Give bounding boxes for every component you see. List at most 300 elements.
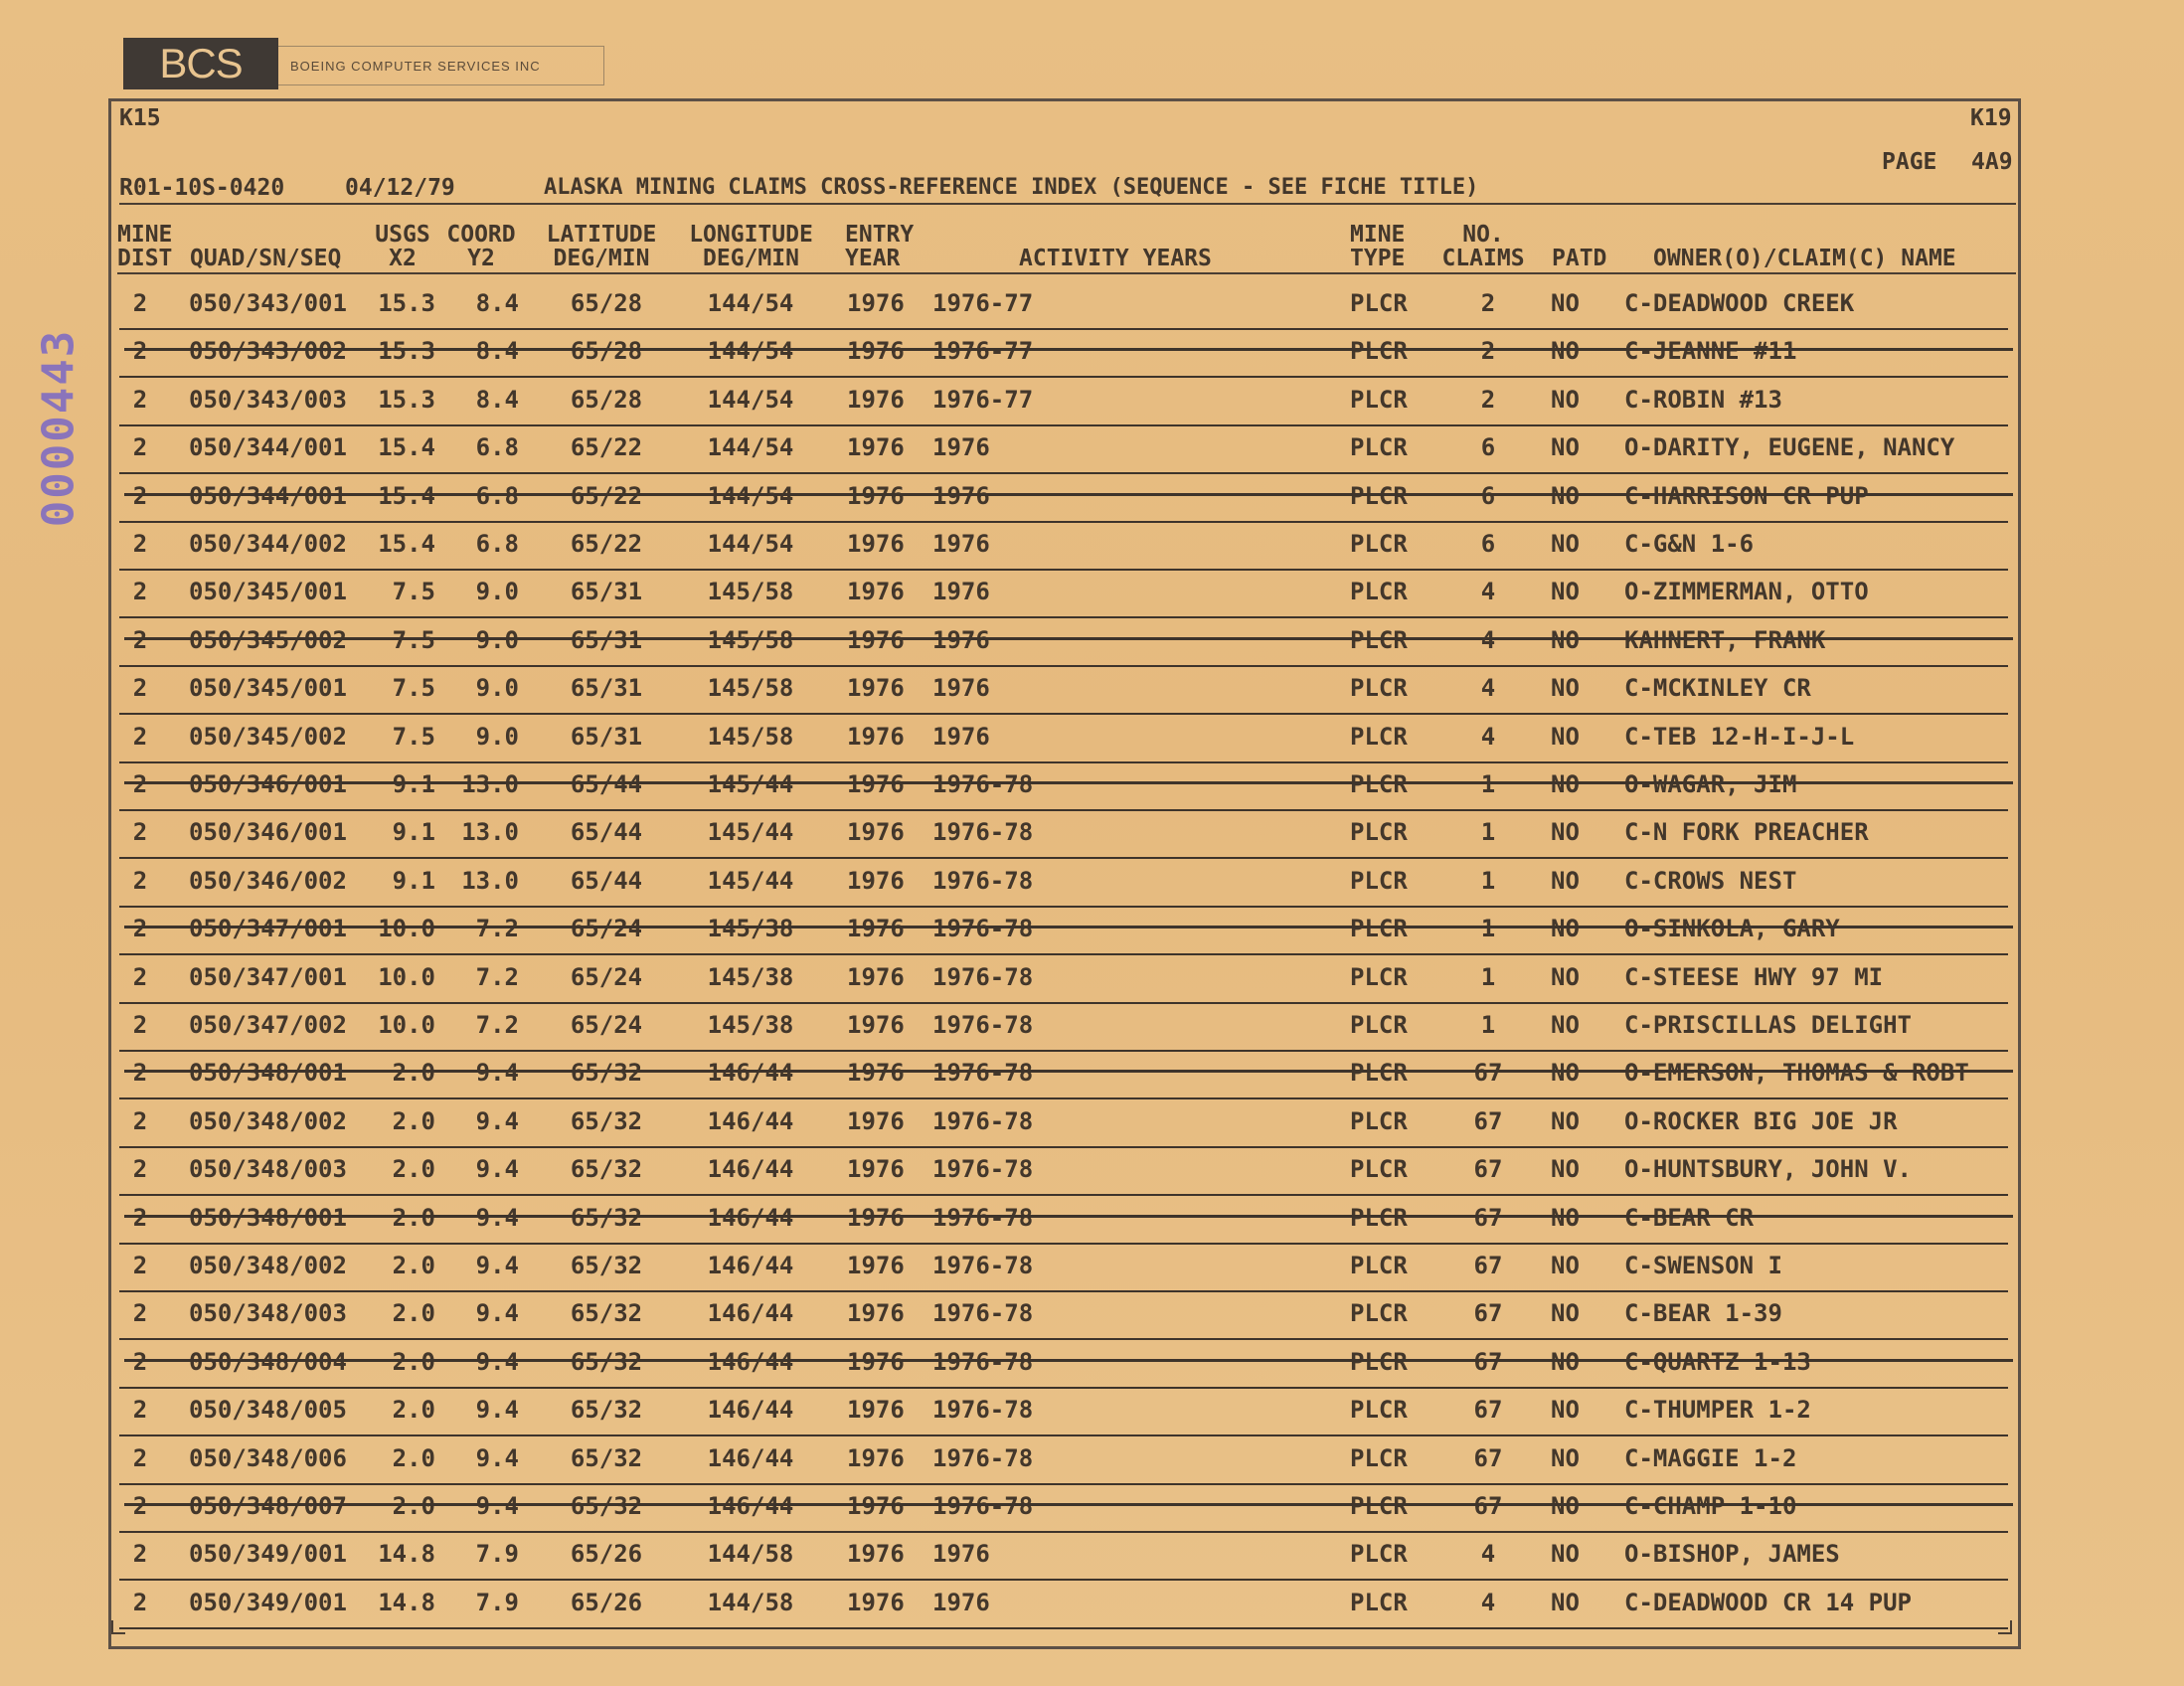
cell-lat: 65/22 [570, 530, 643, 558]
cell-dist: 2 [132, 818, 148, 847]
cell-activity: 1976-78 [932, 1347, 1034, 1376]
cell-lon: 146/44 [707, 1299, 794, 1328]
cell-patd: NO [1551, 1588, 1580, 1616]
cell-entry: 1976 [847, 1396, 905, 1425]
cell-quad: 050/348/002 [189, 1252, 347, 1279]
cell-x2: 15.4 [378, 530, 435, 558]
header-claims: NO. CLAIMS [1441, 222, 1525, 271]
report-title: ALASKA MINING CLAIMS CROSS-REFERENCE INDEX (SEQUENCE - SEE FICHE TITLE) [544, 175, 1479, 200]
cell-lon: 145/44 [707, 866, 794, 895]
cell-lon: 145/38 [707, 1011, 794, 1039]
cell-lon: 144/54 [707, 337, 794, 366]
cell-x2: 7.5 [392, 722, 435, 751]
cell-name: C-TEB 12-H-I-J-L [1624, 722, 1855, 751]
cell-claims: 1 [1480, 866, 1496, 895]
cell-activity: 1976-78 [932, 1252, 1034, 1279]
cell-y2: 7.2 [475, 962, 519, 991]
cell-quad: 050/343/003 [189, 385, 347, 414]
row-rule [119, 1531, 2008, 1533]
cell-lat: 65/22 [570, 433, 643, 462]
cell-lon: 145/44 [707, 818, 794, 847]
cell-entry: 1976 [847, 1492, 905, 1520]
table-row [0, 625, 2184, 673]
title-rule [119, 203, 2016, 205]
cell-patd: NO [1551, 1347, 1580, 1376]
cell-lat: 65/31 [570, 625, 643, 654]
cell-claims: 1 [1480, 962, 1496, 991]
row-rule [119, 569, 2008, 571]
cell-entry: 1976 [847, 1299, 905, 1328]
cell-type: PLCR [1350, 625, 1408, 654]
cell-quad: 050/348/004 [189, 1347, 347, 1376]
cell-entry: 1976 [847, 962, 905, 991]
cell-type: PLCR [1350, 289, 1408, 317]
cell-type: PLCR [1350, 1252, 1408, 1279]
cell-y2: 9.4 [475, 1299, 519, 1328]
cell-claims: 67 [1473, 1347, 1503, 1376]
cell-y2: 9.4 [475, 1203, 519, 1232]
row-rule [119, 1434, 2008, 1436]
cell-quad: 050/343/001 [189, 289, 347, 317]
cell-activity: 1976-77 [932, 289, 1034, 317]
cell-activity: 1976-78 [932, 1155, 1034, 1184]
cell-lon: 144/54 [707, 289, 794, 317]
row-rule [119, 713, 2008, 715]
header-coord: COORD Y2 [446, 222, 516, 271]
cell-claims: 67 [1473, 1396, 1503, 1425]
cell-lon: 145/44 [707, 770, 794, 798]
cell-claims: 1 [1480, 770, 1496, 798]
cell-patd: NO [1551, 722, 1580, 751]
cell-patd: NO [1551, 289, 1580, 317]
cell-claims: 67 [1473, 1492, 1503, 1520]
cell-claims: 4 [1480, 1588, 1496, 1616]
cell-y2: 7.2 [475, 915, 519, 943]
cell-claims: 4 [1480, 722, 1496, 751]
table-row [0, 1058, 2184, 1105]
cell-dist: 2 [132, 385, 148, 414]
cell-claims: 67 [1473, 1443, 1503, 1472]
header-activity: ACTIVITY YEARS [1019, 246, 1212, 271]
row-rule [119, 1387, 2008, 1389]
table-row [0, 432, 2184, 480]
cell-dist: 2 [132, 1588, 148, 1616]
cell-dist: 2 [132, 722, 148, 751]
strike-through-line [124, 926, 2013, 928]
cell-lon: 146/44 [707, 1106, 794, 1135]
cell-entry: 1976 [847, 578, 905, 606]
cell-patd: NO [1551, 770, 1580, 798]
cell-name: C-BEAR CR [1624, 1203, 1755, 1232]
cell-quad: 050/346/001 [189, 818, 347, 847]
cell-dist: 2 [132, 1396, 148, 1425]
cell-quad: 050/347/002 [189, 1011, 347, 1039]
cell-entry: 1976 [847, 674, 905, 703]
cell-lat: 65/31 [570, 578, 643, 606]
report-date: 04/12/79 [345, 175, 455, 201]
cell-y2: 9.4 [475, 1396, 519, 1425]
row-rule [119, 1338, 2008, 1340]
cell-entry: 1976 [847, 481, 905, 510]
cell-quad: 050/349/001 [189, 1588, 347, 1616]
row-rule [119, 376, 2008, 378]
cell-quad: 050/345/001 [189, 578, 347, 606]
table-row [0, 1010, 2184, 1058]
header-entry-year: ENTRY YEAR [845, 222, 915, 271]
cell-claims: 67 [1473, 1106, 1503, 1135]
cell-patd: NO [1551, 1011, 1580, 1039]
cell-x2: 7.5 [392, 674, 435, 703]
table-row [0, 866, 2184, 914]
table-row [0, 673, 2184, 721]
cell-type: PLCR [1350, 1299, 1408, 1328]
cell-x2: 15.4 [378, 433, 435, 462]
cell-type: PLCR [1350, 1106, 1408, 1135]
cell-lon: 146/44 [707, 1492, 794, 1520]
cell-patd: NO [1551, 818, 1580, 847]
cell-patd: NO [1551, 1443, 1580, 1472]
cell-dist: 2 [132, 1106, 148, 1135]
cell-lat: 65/28 [570, 289, 643, 317]
cell-y2: 6.8 [475, 433, 519, 462]
cell-activity: 1976 [932, 481, 990, 510]
cell-x2: 9.1 [392, 770, 435, 798]
cell-y2: 8.4 [475, 337, 519, 366]
cell-activity: 1976 [932, 1588, 990, 1616]
cell-lon: 144/54 [707, 385, 794, 414]
corner-mark-right [1998, 1620, 2012, 1634]
table-row [0, 288, 2184, 336]
header-owner: OWNER(O)/CLAIM(C) NAME [1653, 246, 1956, 271]
cell-x2: 14.8 [378, 1540, 435, 1569]
cell-name: C-JEANNE #11 [1624, 337, 1797, 366]
cell-name: O-HUNTSBURY, JOHN V. [1624, 1155, 1912, 1184]
cell-y2: 6.8 [475, 530, 519, 558]
cell-y2: 9.4 [475, 1347, 519, 1376]
cell-name: C-G&N 1-6 [1624, 530, 1755, 558]
cell-type: PLCR [1350, 1396, 1408, 1425]
row-rule [119, 472, 2008, 474]
cell-lat: 65/44 [570, 770, 643, 798]
cell-lat: 65/26 [570, 1588, 643, 1616]
cell-entry: 1976 [847, 289, 905, 317]
table-row [0, 481, 2184, 529]
cell-entry: 1976 [847, 1540, 905, 1569]
cell-dist: 2 [132, 1252, 148, 1279]
cell-name: O-WAGAR, JIM [1624, 770, 1797, 798]
row-rule [119, 1579, 2008, 1581]
cell-type: PLCR [1350, 674, 1408, 703]
cell-claims: 67 [1473, 1203, 1503, 1232]
company-name: BOEING COMPUTER SERVICES INC [278, 46, 604, 85]
cell-dist: 2 [132, 337, 148, 366]
cell-type: PLCR [1350, 1347, 1408, 1376]
cell-x2: 2.0 [392, 1443, 435, 1472]
row-rule [119, 328, 2008, 330]
cell-lon: 146/44 [707, 1203, 794, 1232]
cell-type: PLCR [1350, 1540, 1408, 1569]
row-rule [119, 1290, 2008, 1292]
cell-quad: 050/345/002 [189, 722, 347, 751]
cell-quad: 050/346/002 [189, 866, 347, 895]
cell-activity: 1976-78 [932, 1299, 1034, 1328]
cell-entry: 1976 [847, 915, 905, 943]
cell-lat: 65/26 [570, 1540, 643, 1569]
cell-lon: 145/58 [707, 674, 794, 703]
cell-claims: 1 [1480, 1011, 1496, 1039]
strike-through-line [124, 1070, 2013, 1073]
cell-entry: 1976 [847, 1347, 905, 1376]
cell-patd: NO [1551, 578, 1580, 606]
cell-dist: 2 [132, 289, 148, 317]
cell-patd: NO [1551, 674, 1580, 703]
cell-patd: NO [1551, 481, 1580, 510]
logo-badge: BCS [123, 38, 278, 89]
cell-y2: 9.4 [475, 1252, 519, 1279]
header-quad: QUAD/SN/SEQ [190, 246, 342, 271]
cell-y2: 9.4 [475, 1106, 519, 1135]
cell-dist: 2 [132, 1011, 148, 1039]
cell-dist: 2 [132, 530, 148, 558]
cell-type: PLCR [1350, 1492, 1408, 1520]
cell-patd: NO [1551, 385, 1580, 414]
table-row [0, 577, 2184, 624]
row-rule [119, 761, 2008, 763]
cell-x2: 2.0 [392, 1347, 435, 1376]
cell-patd: NO [1551, 1299, 1580, 1328]
cell-lat: 65/28 [570, 385, 643, 414]
header-latitude: LATITUDE DEG/MIN [546, 222, 657, 271]
strike-through-line [124, 1215, 2013, 1218]
cell-x2: 2.0 [392, 1252, 435, 1279]
cell-type: PLCR [1350, 722, 1408, 751]
cell-lat: 65/24 [570, 962, 643, 991]
cell-name: C-BEAR 1-39 [1624, 1299, 1782, 1328]
cell-entry: 1976 [847, 1203, 905, 1232]
cell-y2: 7.9 [475, 1540, 519, 1569]
cell-lat: 65/32 [570, 1299, 643, 1328]
cell-y2: 6.8 [475, 481, 519, 510]
cell-name: C-DEADWOOD CR 14 PUP [1624, 1588, 1912, 1616]
cell-claims: 2 [1480, 337, 1496, 366]
cell-name: C-DEADWOOD CREEK [1624, 289, 1855, 317]
cell-dist: 2 [132, 1299, 148, 1328]
cell-activity: 1976 [932, 1540, 990, 1569]
cell-lon: 146/44 [707, 1396, 794, 1425]
cell-y2: 9.4 [475, 1155, 519, 1184]
cell-quad: 050/348/006 [189, 1443, 347, 1472]
cell-lon: 146/44 [707, 1347, 794, 1376]
cell-patd: NO [1551, 1155, 1580, 1184]
table-row [0, 962, 2184, 1010]
cell-patd: NO [1551, 337, 1580, 366]
cell-dist: 2 [132, 1059, 148, 1088]
cell-activity: 1976-78 [932, 866, 1034, 895]
cell-lon: 145/38 [707, 962, 794, 991]
cell-quad: 050/345/002 [189, 625, 347, 654]
cell-lat: 65/44 [570, 818, 643, 847]
cell-claims: 6 [1480, 433, 1496, 462]
cell-claims: 1 [1480, 915, 1496, 943]
strike-through-line [124, 781, 2013, 784]
cell-lat: 65/32 [570, 1492, 643, 1520]
cell-x2: 10.0 [378, 915, 435, 943]
cell-dist: 2 [132, 674, 148, 703]
table-row [0, 529, 2184, 577]
cell-quad: 050/344/001 [189, 481, 347, 510]
cell-x2: 14.8 [378, 1588, 435, 1616]
cell-entry: 1976 [847, 818, 905, 847]
cell-name: O-BISHOP, JAMES [1624, 1540, 1840, 1569]
cell-y2: 9.0 [475, 674, 519, 703]
cell-dist: 2 [132, 1540, 148, 1569]
cell-patd: NO [1551, 530, 1580, 558]
row-rule [119, 521, 2008, 523]
row-rule [119, 809, 2008, 811]
cell-claims: 2 [1480, 385, 1496, 414]
cell-entry: 1976 [847, 433, 905, 462]
page-label: PAGE [1882, 149, 1937, 175]
cell-dist: 2 [132, 915, 148, 943]
corner-mark-left [111, 1620, 125, 1634]
cell-patd: NO [1551, 1059, 1580, 1088]
cell-lon: 146/44 [707, 1443, 794, 1472]
cell-lat: 65/32 [570, 1106, 643, 1135]
cell-lon: 144/54 [707, 530, 794, 558]
cell-lon: 144/54 [707, 481, 794, 510]
cell-y2: 13.0 [461, 866, 519, 895]
cell-activity: 1976 [932, 433, 990, 462]
cell-name: C-CHAMP 1-10 [1624, 1492, 1797, 1520]
cell-x2: 2.0 [392, 1155, 435, 1184]
cell-entry: 1976 [847, 866, 905, 895]
cell-type: PLCR [1350, 818, 1408, 847]
table-row [0, 1106, 2184, 1154]
row-rule [119, 616, 2008, 618]
cell-quad: 050/344/002 [189, 530, 347, 558]
cell-x2: 15.3 [378, 289, 435, 317]
cell-lon: 146/44 [707, 1252, 794, 1279]
cell-y2: 9.0 [475, 578, 519, 606]
cell-x2: 2.0 [392, 1396, 435, 1425]
cell-x2: 2.0 [392, 1059, 435, 1088]
cell-lon: 145/38 [707, 915, 794, 943]
cell-name: C-QUARTZ 1-13 [1624, 1347, 1811, 1376]
header-rule [117, 272, 2016, 274]
cell-type: PLCR [1350, 915, 1408, 943]
cell-activity: 1976-78 [932, 1492, 1034, 1520]
cell-name: C-N FORK PREACHER [1624, 818, 1869, 847]
cell-y2: 8.4 [475, 289, 519, 317]
row-rule [119, 1146, 2008, 1148]
cell-activity: 1976 [932, 722, 990, 751]
cell-lon: 145/58 [707, 625, 794, 654]
bcs-logo [123, 38, 606, 89]
cell-patd: NO [1551, 1492, 1580, 1520]
cell-claims: 2 [1480, 289, 1496, 317]
cell-y2: 9.0 [475, 625, 519, 654]
cell-type: PLCR [1350, 866, 1408, 895]
cell-lon: 144/58 [707, 1540, 794, 1569]
row-rule [119, 1483, 2008, 1485]
page-number: 4A9 [1971, 149, 2013, 175]
cell-activity: 1976-78 [932, 915, 1034, 943]
cell-x2: 2.0 [392, 1492, 435, 1520]
cell-quad: 050/346/001 [189, 770, 347, 798]
cell-activity: 1976 [932, 578, 990, 606]
cell-name: C-MAGGIE 1-2 [1624, 1443, 1797, 1472]
cell-quad: 050/349/001 [189, 1540, 347, 1569]
table-row [0, 1203, 2184, 1251]
cell-quad: 050/348/003 [189, 1155, 347, 1184]
cell-lat: 65/24 [570, 915, 643, 943]
cell-lat: 65/32 [570, 1252, 643, 1279]
cell-patd: NO [1551, 433, 1580, 462]
strike-through-line [124, 493, 2013, 496]
cell-type: PLCR [1350, 1155, 1408, 1184]
cell-quad: 050/345/001 [189, 674, 347, 703]
cell-y2: 9.0 [475, 722, 519, 751]
cell-entry: 1976 [847, 722, 905, 751]
row-rule [119, 1194, 2008, 1196]
cell-x2: 10.0 [378, 1011, 435, 1039]
cell-patd: NO [1551, 1203, 1580, 1232]
cell-type: PLCR [1350, 578, 1408, 606]
cell-x2: 2.0 [392, 1106, 435, 1135]
row-rule [119, 857, 2008, 859]
cell-type: PLCR [1350, 337, 1408, 366]
cell-entry: 1976 [847, 1252, 905, 1279]
cell-type: PLCR [1350, 770, 1408, 798]
cell-entry: 1976 [847, 530, 905, 558]
row-rule [119, 1627, 2008, 1629]
row-rule [119, 1002, 2008, 1004]
cell-claims: 4 [1480, 625, 1496, 654]
cell-patd: NO [1551, 915, 1580, 943]
cell-y2: 13.0 [461, 818, 519, 847]
cell-type: PLCR [1350, 1059, 1408, 1088]
cell-dist: 2 [132, 962, 148, 991]
cell-x2: 15.4 [378, 481, 435, 510]
strike-through-line [124, 1503, 2013, 1506]
cell-x2: 15.3 [378, 385, 435, 414]
corner-label-right: K19 [1970, 105, 2012, 131]
cell-type: PLCR [1350, 1203, 1408, 1232]
cell-claims: 6 [1480, 481, 1496, 510]
cell-activity: 1976-78 [932, 770, 1034, 798]
table-row [0, 1154, 2184, 1202]
table-row [0, 1347, 2184, 1395]
cell-entry: 1976 [847, 1059, 905, 1088]
cell-quad: 050/343/002 [189, 337, 347, 366]
cell-patd: NO [1551, 1106, 1580, 1135]
cell-x2: 7.5 [392, 625, 435, 654]
cell-dist: 2 [132, 1492, 148, 1520]
cell-quad: 050/344/001 [189, 433, 347, 462]
cell-dist: 2 [132, 770, 148, 798]
cell-entry: 1976 [847, 625, 905, 654]
row-rule [119, 665, 2008, 667]
cell-lat: 65/32 [570, 1059, 643, 1088]
cell-lon: 145/58 [707, 578, 794, 606]
cell-name: O-DARITY, EUGENE, NANCY [1624, 433, 1955, 462]
cell-quad: 050/348/005 [189, 1396, 347, 1425]
cell-quad: 050/348/001 [189, 1203, 347, 1232]
corner-label-left: K15 [119, 105, 161, 131]
cell-dist: 2 [132, 625, 148, 654]
header-mine-dist: MINE DIST [117, 222, 173, 271]
cell-lat: 65/32 [570, 1155, 643, 1184]
